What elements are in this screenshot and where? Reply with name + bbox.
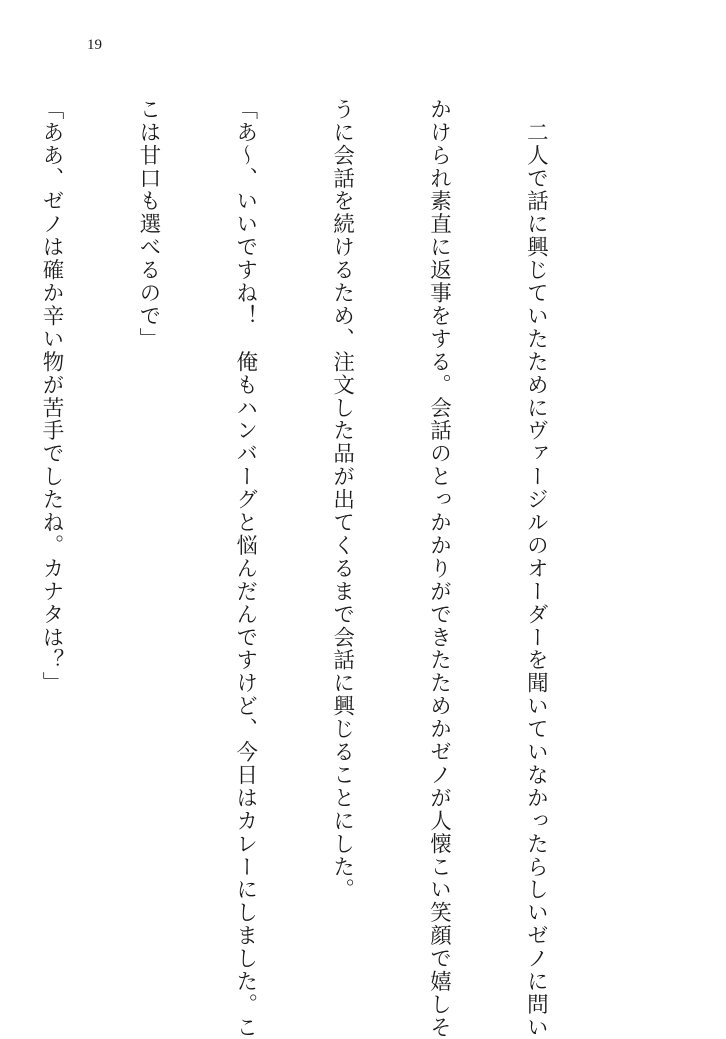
text-line: 「あ〜、いいですね！ 俺もハンバーグと悩んだんですけど、今日はカレーにしました。こ [232,98,258,1039]
text-line: かけられ素直に返事をする。会話のとっかかりができたためかゼノが人懐こい笑顔で嬉しそ [426,98,452,1039]
page-number: 19 [87,37,102,53]
text-line: 二人で話に興じていたためにヴァージルのオーダーを聞いていなかったらしいゼノに問い [523,98,549,1039]
text-line: うに会話を続けるため、注文した品が出てくるまで会話に興じることにした。 [329,98,355,902]
vertical-text-body [38,98,616,1039]
text-line: こは甘口も選べるので」 [135,98,161,351]
text-line: 「ああ、ゼノは確か辛い物が苦手でしたね。カナタは？」 [38,98,64,695]
